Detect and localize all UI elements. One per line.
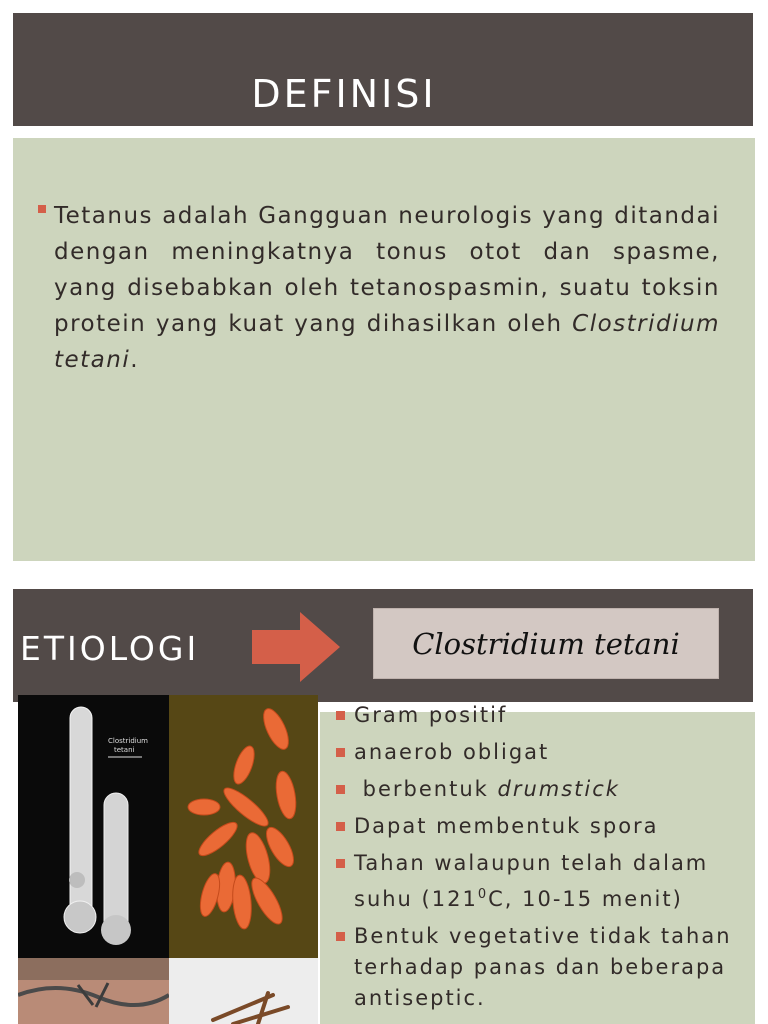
- svg-text:tetani: tetani: [114, 746, 135, 754]
- bullet-marker: [336, 785, 345, 794]
- bullet-marker: [336, 711, 345, 720]
- micrograph-label: Clostridium: [108, 737, 148, 745]
- bullet-marker: [38, 205, 46, 213]
- arrow-right-icon: [252, 612, 342, 682]
- list-item: Tahan walaupun telah dalam suhu ($121^0C$, 10-15 menit): [336, 848, 736, 915]
- bullet-marker: [336, 932, 345, 941]
- list-item: Gram positif: [336, 700, 736, 731]
- bullet-marker: [336, 859, 345, 868]
- organism-name: Clostridium tetani: [54, 311, 720, 373]
- list-item: berbentuk drumstick: [336, 774, 736, 805]
- bullet-marker: [336, 748, 345, 757]
- list-item: Bentuk vegetative tidak tahan terhadap panas dan beberapa antiseptic.: [336, 921, 736, 1014]
- bullet-marker: [336, 822, 345, 831]
- bacteria-images: [18, 695, 318, 1024]
- organism-name-box: Clostridium tetani: [373, 608, 719, 679]
- list-item: Dapat membentuk spora: [336, 811, 736, 842]
- definisi-title: DEFINISI: [251, 72, 437, 116]
- list-item: anaerob obligat: [336, 737, 736, 768]
- characteristics-list: [336, 700, 736, 1020]
- definisi-text: Tetanus adalah Gangguan neurologis yang ditandai dengan meningkatnya tonus otot dan spasme, yang disebabkan oleh tetanospasmin, suatu toksin protein yang kuat yang dihasilkan oleh Clostridium tetani.: [54, 203, 720, 373]
- etiologi-title: ETIOLOGI: [20, 629, 200, 668]
